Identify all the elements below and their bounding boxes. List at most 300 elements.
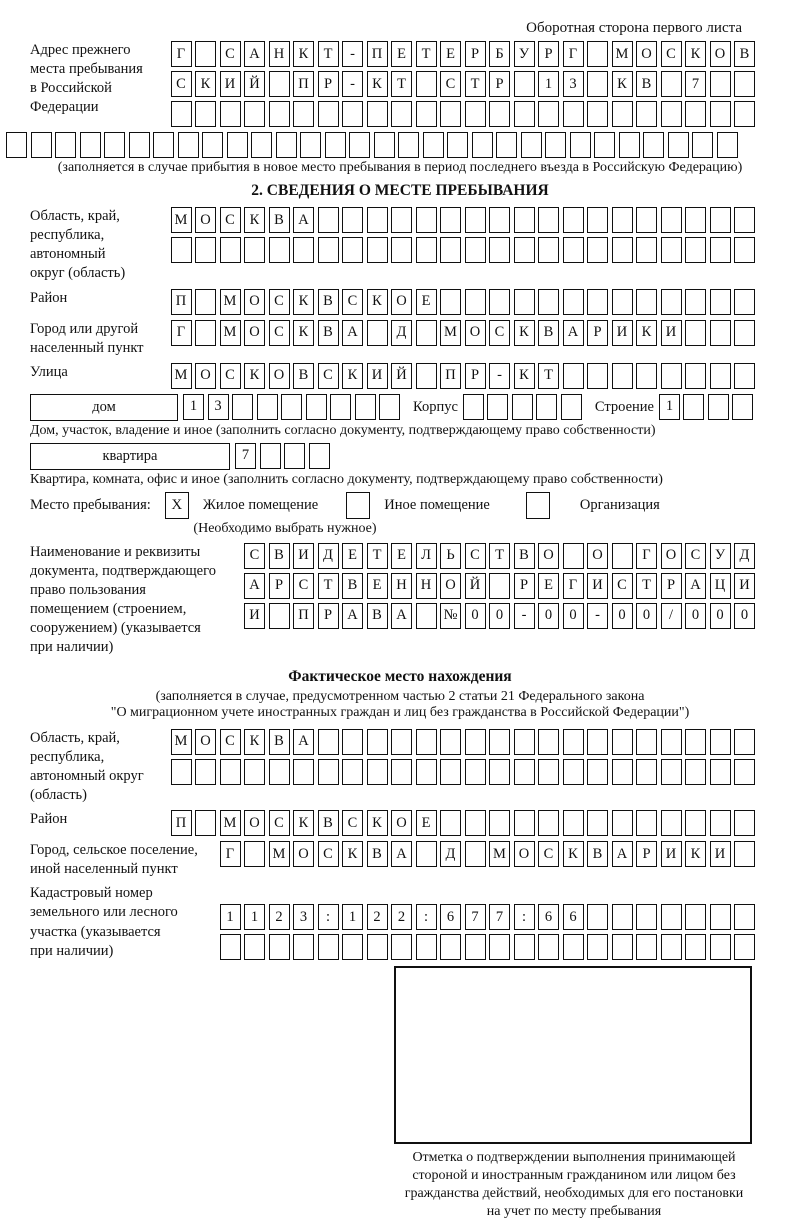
char-cell[interactable]: Д — [391, 320, 412, 346]
char-cell[interactable]: В — [538, 320, 559, 346]
char-cell[interactable] — [325, 132, 346, 158]
char-cell[interactable]: : — [416, 904, 437, 930]
char-cell[interactable] — [734, 759, 755, 785]
char-cell[interactable]: В — [734, 41, 755, 67]
char-cell[interactable]: 1 — [538, 71, 559, 97]
char-cell[interactable]: 1 — [342, 904, 363, 930]
char-cell[interactable] — [514, 71, 535, 97]
char-cell[interactable]: 0 — [538, 603, 559, 629]
char-cell[interactable] — [538, 289, 559, 315]
char-cell[interactable] — [465, 207, 486, 233]
char-cell[interactable] — [636, 934, 657, 960]
char-cell[interactable] — [391, 729, 412, 755]
char-cell[interactable]: 0 — [636, 603, 657, 629]
char-cell[interactable]: С — [269, 320, 290, 346]
char-cell[interactable] — [374, 132, 395, 158]
char-cell[interactable] — [318, 207, 339, 233]
char-cell[interactable] — [31, 132, 52, 158]
char-cell[interactable]: М — [220, 810, 241, 836]
char-cell[interactable] — [710, 320, 731, 346]
char-cell[interactable] — [734, 729, 755, 755]
char-cell[interactable]: К — [195, 71, 216, 97]
char-cell[interactable]: С — [440, 71, 461, 97]
char-cell[interactable]: О — [244, 810, 265, 836]
char-cell[interactable]: П — [293, 71, 314, 97]
char-cell[interactable]: 1 — [183, 394, 204, 420]
char-cell[interactable]: М — [612, 41, 633, 67]
char-cell[interactable] — [318, 934, 339, 960]
char-cell[interactable]: 1 — [659, 394, 680, 420]
char-cell[interactable] — [342, 237, 363, 263]
char-cell[interactable]: М — [220, 320, 241, 346]
char-cell[interactable] — [496, 132, 517, 158]
char-cell[interactable]: С — [269, 810, 290, 836]
char-cell[interactable]: А — [612, 841, 633, 867]
char-cell[interactable]: Л — [416, 543, 437, 569]
char-cell[interactable]: Е — [538, 573, 559, 599]
char-cell[interactable] — [587, 759, 608, 785]
char-cell[interactable]: С — [244, 543, 265, 569]
char-cell[interactable] — [171, 759, 192, 785]
char-cell[interactable]: И — [293, 543, 314, 569]
char-cell[interactable]: О — [293, 841, 314, 867]
char-cell[interactable] — [734, 320, 755, 346]
char-cell[interactable]: С — [220, 363, 241, 389]
char-cell[interactable]: 2 — [367, 904, 388, 930]
char-cell[interactable] — [587, 289, 608, 315]
char-cell[interactable] — [440, 207, 461, 233]
char-cell[interactable]: О — [244, 320, 265, 346]
char-cell[interactable] — [367, 237, 388, 263]
char-cell[interactable] — [661, 810, 682, 836]
char-cell[interactable] — [55, 132, 76, 158]
char-cell[interactable] — [195, 759, 216, 785]
char-cell[interactable]: 3 — [208, 394, 229, 420]
char-cell[interactable] — [612, 904, 633, 930]
char-cell[interactable]: Т — [636, 573, 657, 599]
document-row-3[interactable] — [244, 603, 755, 629]
stay-type-checkbox-zhiloe[interactable]: X — [165, 492, 189, 519]
char-cell[interactable] — [636, 904, 657, 930]
char-cell[interactable] — [195, 237, 216, 263]
char-cell[interactable]: Г — [171, 320, 192, 346]
char-cell[interactable]: С — [293, 573, 314, 599]
char-cell[interactable] — [636, 289, 657, 315]
char-cell[interactable] — [587, 101, 608, 127]
char-cell[interactable] — [489, 207, 510, 233]
char-cell[interactable] — [685, 904, 706, 930]
char-cell[interactable] — [538, 759, 559, 785]
char-cell[interactable] — [661, 207, 682, 233]
char-cell[interactable] — [251, 132, 272, 158]
char-cell[interactable] — [318, 759, 339, 785]
char-cell[interactable]: В — [318, 320, 339, 346]
char-cell[interactable] — [318, 101, 339, 127]
char-cell[interactable]: Ь — [440, 543, 461, 569]
char-cell[interactable]: Д — [440, 841, 461, 867]
char-cell[interactable] — [685, 729, 706, 755]
char-cell[interactable] — [561, 394, 582, 420]
char-cell[interactable]: М — [269, 841, 290, 867]
char-cell[interactable]: О — [195, 363, 216, 389]
char-cell[interactable]: 7 — [465, 904, 486, 930]
char-cell[interactable]: В — [342, 573, 363, 599]
char-cell[interactable] — [281, 394, 302, 420]
char-cell[interactable]: Е — [342, 543, 363, 569]
char-cell[interactable] — [514, 759, 535, 785]
char-cell[interactable]: И — [661, 320, 682, 346]
char-cell[interactable] — [220, 934, 241, 960]
char-cell[interactable] — [416, 759, 437, 785]
char-cell[interactable]: О — [587, 543, 608, 569]
char-cell[interactable] — [570, 132, 591, 158]
char-cell[interactable] — [244, 101, 265, 127]
char-cell[interactable] — [685, 289, 706, 315]
char-cell[interactable]: 0 — [734, 603, 755, 629]
char-cell[interactable]: К — [367, 289, 388, 315]
char-cell[interactable]: С — [220, 41, 241, 67]
prev-address-row-1[interactable] — [171, 41, 756, 67]
char-cell[interactable] — [416, 237, 437, 263]
char-cell[interactable]: Д — [734, 543, 755, 569]
char-cell[interactable] — [6, 132, 27, 158]
char-cell[interactable] — [489, 573, 510, 599]
char-cell[interactable] — [171, 237, 192, 263]
char-cell[interactable] — [440, 237, 461, 263]
char-cell[interactable] — [685, 320, 706, 346]
char-cell[interactable] — [514, 729, 535, 755]
char-cell[interactable] — [563, 729, 584, 755]
char-cell[interactable] — [661, 101, 682, 127]
char-cell[interactable]: Р — [318, 71, 339, 97]
char-cell[interactable]: С — [342, 810, 363, 836]
char-cell[interactable]: 7 — [235, 443, 256, 469]
char-cell[interactable]: 2 — [269, 904, 290, 930]
char-cell[interactable]: С — [465, 543, 486, 569]
char-cell[interactable] — [734, 934, 755, 960]
prev-address-row-2[interactable] — [171, 71, 756, 97]
char-cell[interactable]: М — [489, 841, 510, 867]
char-cell[interactable]: П — [171, 289, 192, 315]
char-cell[interactable]: Е — [440, 41, 461, 67]
char-cell[interactable]: 2 — [391, 904, 412, 930]
char-cell[interactable]: С — [661, 41, 682, 67]
char-cell[interactable]: С — [318, 363, 339, 389]
char-cell[interactable]: П — [171, 810, 192, 836]
char-cell[interactable] — [514, 207, 535, 233]
char-cell[interactable] — [514, 810, 535, 836]
char-cell[interactable] — [220, 101, 241, 127]
actual-city-row[interactable] — [220, 841, 756, 867]
char-cell[interactable] — [391, 237, 412, 263]
char-cell[interactable]: 7 — [489, 904, 510, 930]
apartment-number-cells[interactable] — [235, 443, 330, 469]
char-cell[interactable]: 0 — [489, 603, 510, 629]
char-cell[interactable] — [367, 207, 388, 233]
char-cell[interactable]: 0 — [685, 603, 706, 629]
char-cell[interactable]: Е — [367, 573, 388, 599]
char-cell[interactable] — [710, 237, 731, 263]
char-cell[interactable] — [447, 132, 468, 158]
char-cell[interactable]: С — [220, 729, 241, 755]
char-cell[interactable]: Р — [587, 320, 608, 346]
char-cell[interactable] — [661, 759, 682, 785]
char-cell[interactable] — [487, 394, 508, 420]
char-cell[interactable] — [129, 132, 150, 158]
char-cell[interactable] — [276, 132, 297, 158]
char-cell[interactable] — [391, 759, 412, 785]
char-cell[interactable] — [342, 729, 363, 755]
char-cell[interactable] — [489, 759, 510, 785]
char-cell[interactable] — [269, 237, 290, 263]
char-cell[interactable] — [563, 289, 584, 315]
char-cell[interactable]: Р — [514, 573, 535, 599]
char-cell[interactable] — [220, 237, 241, 263]
char-cell[interactable] — [710, 101, 731, 127]
char-cell[interactable]: В — [269, 543, 290, 569]
char-cell[interactable] — [732, 394, 753, 420]
char-cell[interactable] — [171, 101, 192, 127]
char-cell[interactable]: К — [367, 71, 388, 97]
char-cell[interactable]: Г — [563, 41, 584, 67]
char-cell[interactable]: Т — [538, 363, 559, 389]
char-cell[interactable] — [391, 934, 412, 960]
char-cell[interactable] — [612, 289, 633, 315]
char-cell[interactable] — [587, 363, 608, 389]
char-cell[interactable]: К — [563, 841, 584, 867]
char-cell[interactable]: Р — [661, 573, 682, 599]
char-cell[interactable] — [514, 934, 535, 960]
char-cell[interactable]: 7 — [685, 71, 706, 97]
char-cell[interactable] — [349, 132, 370, 158]
char-cell[interactable] — [708, 394, 729, 420]
char-cell[interactable] — [465, 759, 486, 785]
char-cell[interactable]: В — [367, 603, 388, 629]
char-cell[interactable]: Р — [489, 71, 510, 97]
char-cell[interactable] — [661, 729, 682, 755]
char-cell[interactable]: В — [269, 207, 290, 233]
char-cell[interactable]: Н — [391, 573, 412, 599]
char-cell[interactable]: 6 — [538, 904, 559, 930]
char-cell[interactable] — [538, 729, 559, 755]
char-cell[interactable] — [463, 394, 484, 420]
char-cell[interactable] — [734, 289, 755, 315]
char-cell[interactable] — [244, 934, 265, 960]
char-cell[interactable] — [367, 101, 388, 127]
char-cell[interactable] — [538, 101, 559, 127]
char-cell[interactable]: С — [171, 71, 192, 97]
char-cell[interactable] — [489, 101, 510, 127]
char-cell[interactable]: Й — [244, 71, 265, 97]
char-cell[interactable] — [545, 132, 566, 158]
char-cell[interactable]: Р — [269, 573, 290, 599]
char-cell[interactable] — [734, 71, 755, 97]
char-cell[interactable] — [612, 363, 633, 389]
char-cell[interactable] — [178, 132, 199, 158]
char-cell[interactable]: К — [244, 207, 265, 233]
char-cell[interactable] — [416, 101, 437, 127]
char-cell[interactable] — [710, 71, 731, 97]
char-cell[interactable]: К — [293, 41, 314, 67]
char-cell[interactable] — [717, 132, 738, 158]
char-cell[interactable] — [232, 394, 253, 420]
char-cell[interactable] — [692, 132, 713, 158]
char-cell[interactable]: - — [514, 603, 535, 629]
char-cell[interactable]: 0 — [465, 603, 486, 629]
char-cell[interactable] — [734, 841, 755, 867]
char-cell[interactable]: И — [612, 320, 633, 346]
char-cell[interactable] — [563, 759, 584, 785]
char-cell[interactable]: П — [367, 41, 388, 67]
char-cell[interactable] — [636, 810, 657, 836]
char-cell[interactable] — [284, 443, 305, 469]
char-cell[interactable] — [668, 132, 689, 158]
char-cell[interactable]: А — [293, 729, 314, 755]
char-cell[interactable] — [465, 841, 486, 867]
char-cell[interactable]: И — [734, 573, 755, 599]
char-cell[interactable]: И — [710, 841, 731, 867]
char-cell[interactable] — [685, 810, 706, 836]
char-cell[interactable]: 3 — [563, 71, 584, 97]
char-cell[interactable]: О — [391, 810, 412, 836]
char-cell[interactable] — [587, 904, 608, 930]
korpus-cells[interactable] — [463, 394, 582, 420]
char-cell[interactable] — [734, 810, 755, 836]
char-cell[interactable]: К — [685, 841, 706, 867]
char-cell[interactable] — [367, 934, 388, 960]
char-cell[interactable] — [269, 759, 290, 785]
char-cell[interactable]: С — [318, 841, 339, 867]
char-cell[interactable]: М — [171, 207, 192, 233]
char-cell[interactable] — [195, 810, 216, 836]
char-cell[interactable] — [661, 934, 682, 960]
char-cell[interactable] — [440, 810, 461, 836]
char-cell[interactable] — [423, 132, 444, 158]
char-cell[interactable] — [612, 101, 633, 127]
char-cell[interactable]: М — [171, 729, 192, 755]
actual-district-row[interactable] — [171, 810, 756, 836]
char-cell[interactable] — [710, 934, 731, 960]
char-cell[interactable] — [416, 71, 437, 97]
char-cell[interactable]: К — [293, 810, 314, 836]
char-cell[interactable]: О — [269, 363, 290, 389]
street-row[interactable] — [171, 363, 756, 389]
char-cell[interactable] — [269, 603, 290, 629]
char-cell[interactable] — [306, 394, 327, 420]
char-cell[interactable] — [489, 934, 510, 960]
char-cell[interactable] — [587, 41, 608, 67]
char-cell[interactable] — [440, 934, 461, 960]
char-cell[interactable] — [710, 729, 731, 755]
char-cell[interactable] — [587, 934, 608, 960]
char-cell[interactable]: 1 — [244, 904, 265, 930]
char-cell[interactable]: К — [244, 729, 265, 755]
prev-address-row-3[interactable] — [171, 101, 756, 127]
char-cell[interactable]: В — [636, 71, 657, 97]
char-cell[interactable]: Р — [318, 603, 339, 629]
char-cell[interactable] — [514, 101, 535, 127]
char-cell[interactable]: - — [587, 603, 608, 629]
char-cell[interactable]: В — [293, 363, 314, 389]
char-cell[interactable]: О — [391, 289, 412, 315]
char-cell[interactable]: А — [342, 603, 363, 629]
char-cell[interactable] — [440, 101, 461, 127]
char-cell[interactable] — [514, 289, 535, 315]
char-cell[interactable] — [293, 934, 314, 960]
char-cell[interactable] — [416, 841, 437, 867]
char-cell[interactable] — [260, 443, 281, 469]
char-cell[interactable]: М — [440, 320, 461, 346]
char-cell[interactable]: П — [440, 363, 461, 389]
char-cell[interactable]: А — [391, 841, 412, 867]
char-cell[interactable] — [514, 237, 535, 263]
char-cell[interactable]: У — [514, 41, 535, 67]
char-cell[interactable]: С — [538, 841, 559, 867]
region-row-1[interactable] — [171, 207, 756, 233]
char-cell[interactable]: О — [440, 573, 461, 599]
char-cell[interactable]: К — [514, 363, 535, 389]
stay-type-checkbox-org[interactable] — [526, 492, 550, 519]
char-cell[interactable]: С — [220, 207, 241, 233]
char-cell[interactable]: Т — [416, 41, 437, 67]
char-cell[interactable] — [244, 759, 265, 785]
char-cell[interactable]: Е — [391, 543, 412, 569]
char-cell[interactable]: Т — [318, 573, 339, 599]
char-cell[interactable] — [661, 71, 682, 97]
char-cell[interactable] — [244, 841, 265, 867]
char-cell[interactable]: Б — [489, 41, 510, 67]
char-cell[interactable]: В — [367, 841, 388, 867]
char-cell[interactable] — [563, 101, 584, 127]
stay-type-checkbox-inoe[interactable] — [346, 492, 370, 519]
char-cell[interactable] — [521, 132, 542, 158]
char-cell[interactable]: Т — [391, 71, 412, 97]
char-cell[interactable] — [330, 394, 351, 420]
char-cell[interactable] — [391, 207, 412, 233]
char-cell[interactable]: О — [661, 543, 682, 569]
char-cell[interactable] — [416, 363, 437, 389]
char-cell[interactable]: О — [195, 729, 216, 755]
char-cell[interactable]: Т — [489, 543, 510, 569]
char-cell[interactable] — [563, 543, 584, 569]
char-cell[interactable]: К — [367, 810, 388, 836]
char-cell[interactable] — [685, 207, 706, 233]
char-cell[interactable] — [104, 132, 125, 158]
char-cell[interactable] — [612, 237, 633, 263]
char-cell[interactable] — [710, 759, 731, 785]
char-cell[interactable] — [683, 394, 704, 420]
char-cell[interactable] — [612, 207, 633, 233]
char-cell[interactable] — [416, 207, 437, 233]
char-cell[interactable] — [80, 132, 101, 158]
char-cell[interactable] — [342, 759, 363, 785]
house-type-box[interactable]: дом — [30, 394, 178, 421]
char-cell[interactable] — [227, 132, 248, 158]
char-cell[interactable] — [636, 759, 657, 785]
char-cell[interactable]: 0 — [612, 603, 633, 629]
char-cell[interactable] — [416, 729, 437, 755]
char-cell[interactable]: К — [685, 41, 706, 67]
char-cell[interactable] — [465, 101, 486, 127]
char-cell[interactable]: П — [293, 603, 314, 629]
char-cell[interactable] — [734, 207, 755, 233]
char-cell[interactable] — [416, 603, 437, 629]
char-cell[interactable]: Т — [367, 543, 388, 569]
char-cell[interactable] — [465, 934, 486, 960]
char-cell[interactable] — [440, 759, 461, 785]
char-cell[interactable] — [342, 101, 363, 127]
char-cell[interactable]: И — [220, 71, 241, 97]
